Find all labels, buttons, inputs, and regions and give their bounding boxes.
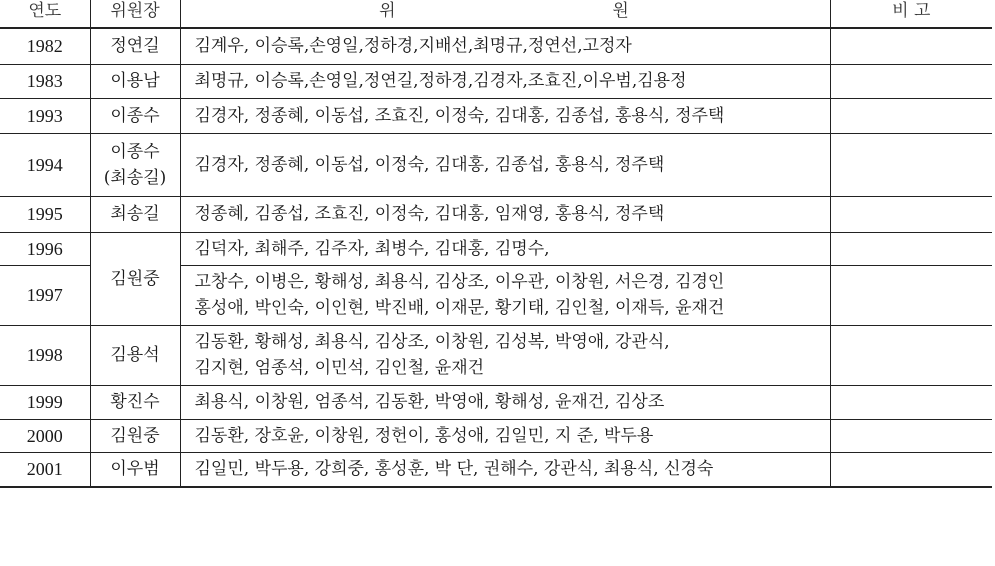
row-members-line: 홍성애, 박인숙, 이인현, 박진배, 이재문, 황기태, 김인철, 이재득, 윤재건: [194, 298, 725, 318]
row-note: [830, 64, 992, 98]
header-year: 연도: [0, 0, 90, 28]
row-chair-primary: 이종수: [110, 141, 160, 162]
row-note: [830, 325, 992, 385]
row-note: [830, 196, 992, 232]
row-members-line: 김지현, 엄종석, 이민석, 김인철, 윤재건: [194, 358, 485, 378]
row-year: 1983: [0, 64, 90, 98]
row-note: [830, 232, 992, 265]
table-row: [0, 232, 992, 265]
header-note: 비 고: [830, 0, 992, 28]
header-members: [180, 0, 830, 28]
row-year: 1996: [0, 232, 90, 265]
table-row: [0, 133, 992, 196]
row-chair: 김원중: [90, 232, 180, 325]
row-members: [180, 265, 830, 325]
row-members: [180, 325, 830, 385]
row-members: 정종혜, 김종섭, 조효진, 이정숙, 김대홍, 임재영, 홍용식, 정주택: [180, 196, 830, 232]
row-members: 최용식, 이창원, 엄종석, 김동환, 박영애, 황해성, 윤재건, 김상조: [180, 385, 830, 419]
table-row: [0, 98, 992, 133]
row-note: [830, 385, 992, 419]
row-year: 2000: [0, 419, 90, 452]
row-chair: 김용석: [90, 325, 180, 385]
row-chair: 최송길: [90, 196, 180, 232]
row-chair-secondary: (최송길): [103, 167, 167, 188]
row-year: 1994: [0, 133, 90, 196]
row-chair: [90, 133, 180, 196]
row-year: 1997: [0, 265, 90, 325]
row-year: 2001: [0, 452, 90, 487]
row-year: 1993: [0, 98, 90, 133]
row-chair: 황진수: [90, 385, 180, 419]
row-chair: 김원중: [90, 419, 180, 452]
row-members: 김덕자, 최해주, 김주자, 최병수, 김대홍, 김명수,: [180, 232, 830, 265]
header-members-right: 원: [612, 0, 631, 21]
row-chair: 이용남: [90, 64, 180, 98]
row-note: [830, 419, 992, 452]
row-members: 김경자, 정종혜, 이동섭, 이정숙, 김대홍, 김종섭, 홍용식, 정주택: [180, 133, 830, 196]
row-note: [830, 98, 992, 133]
row-chair: 이우범: [90, 452, 180, 487]
row-members: 김경자, 정종혜, 이동섭, 조효진, 이정숙, 김대홍, 김종섭, 홍용식, 정주택: [180, 98, 830, 133]
table-row: [0, 196, 992, 232]
row-chair: 이종수: [90, 98, 180, 133]
table-row: [0, 419, 992, 452]
row-year: 1995: [0, 196, 90, 232]
header-members-left: 위: [379, 0, 398, 21]
row-note: [830, 452, 992, 487]
row-members-line: 김동환, 황해성, 최용식, 김상조, 이창원, 김성복, 박영애, 강관식,: [194, 332, 670, 352]
row-members: 김동환, 장호윤, 이창원, 정헌이, 홍성애, 김일민, 지 준, 박두용: [180, 419, 830, 452]
row-note: [830, 28, 992, 64]
row-chair: 정연길: [90, 28, 180, 64]
table-row: [0, 64, 992, 98]
row-year: 1998: [0, 325, 90, 385]
row-members: 최명규, 이승록,손영일,정연길,정하경,김경자,조효진,이우범,김용정: [180, 64, 830, 98]
row-year: 1999: [0, 385, 90, 419]
row-note: [830, 265, 992, 325]
row-members: 김계우, 이승록,손영일,정하경,지배선,최명규,정연선,고정자: [180, 28, 830, 64]
row-note: [830, 133, 992, 196]
header-chair: 위원장: [90, 0, 180, 28]
table-row: [0, 385, 992, 419]
row-year: 1982: [0, 28, 90, 64]
table-header-row: [0, 0, 992, 28]
row-members: 김일민, 박두용, 강희중, 홍성훈, 박 단, 권해수, 강관식, 최용식, 신경숙: [180, 452, 830, 487]
table-row: [0, 325, 992, 385]
row-members-line: 고창수, 이병은, 황해성, 최용식, 김상조, 이우관, 이창원, 서은경, 김경인: [194, 272, 725, 292]
table-row: [0, 28, 992, 64]
table-row: [0, 452, 992, 487]
